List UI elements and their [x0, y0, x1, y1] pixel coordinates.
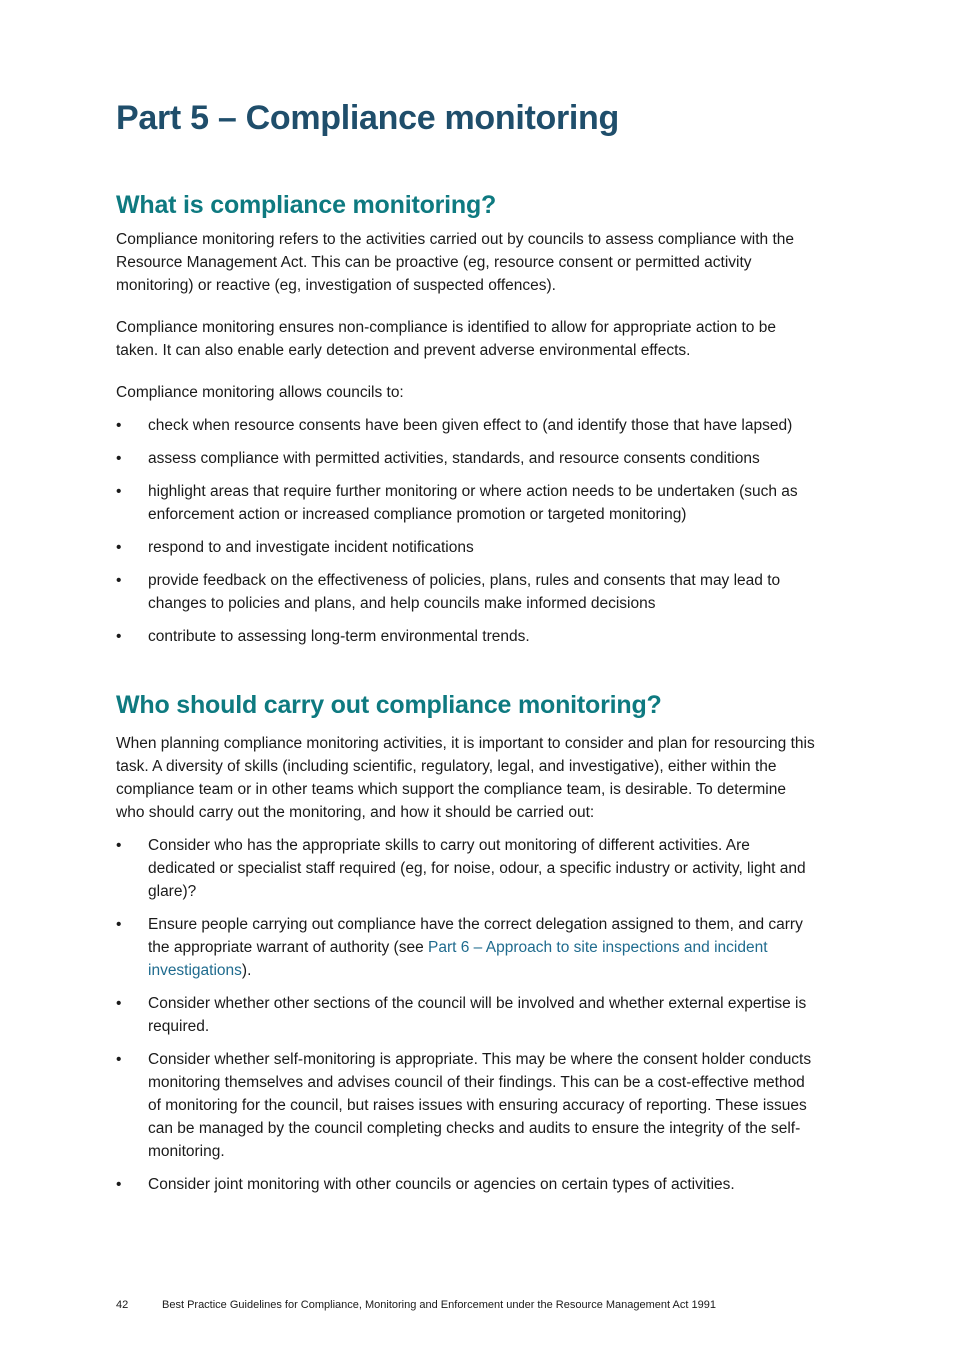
page-number: 42 — [116, 1299, 129, 1311]
bullet-icon: • — [116, 417, 122, 434]
section-heading-what-is: What is compliance monitoring? — [116, 191, 497, 219]
paragraph: Compliance monitoring refers to the activities carried out by councils to assess compliance with the Resource Management Act. This can be proactive (eg, resource consent or permitted activity monitoring) or reactive (eg, investigation of suspected offences). — [116, 231, 795, 294]
part6-link[interactable]: Part 6 – Approach to site inspections and incident investigations — [148, 939, 768, 979]
list-item: • provide feedback on the effectiveness of policies, plans, rules and consents that may lead to changes to policies and plans, and help councils make informed decisions — [116, 569, 816, 615]
bullet-icon: • — [116, 1051, 122, 1068]
page-title: Part 5 – Compliance monitoring — [116, 99, 619, 137]
paragraph: Compliance monitoring ensures non-compliance is identified to allow for appropriate action to be taken. It can also enable early detection and prevent adverse environmental effects. — [116, 319, 776, 359]
list-item: • respond to and investigate incident notifications — [116, 536, 816, 559]
list-item: • check when resource consents have been given effect to (and identify those that have lapsed) — [116, 414, 816, 437]
list-item: • assess compliance with permitted activities, standards, and resource consents conditions — [116, 447, 816, 470]
bullet-icon: • — [116, 450, 122, 467]
paragraph: Compliance monitoring allows councils to: — [116, 384, 404, 401]
page-content — [116, 96, 816, 1206]
bullet-icon: • — [116, 916, 122, 933]
bullet-icon: • — [116, 483, 122, 500]
bullet-icon: • — [116, 1176, 122, 1193]
list-item: • Consider joint monitoring with other councils or agencies on certain types of activities. — [116, 1173, 816, 1196]
list-item: • Consider who has the appropriate skills to carry out monitoring of different activities. Are dedicated or specialist staff required (eg, for noise, odour, a specific industry or activity, light and glare)? — [116, 834, 816, 903]
bullet-list — [116, 414, 816, 648]
bullet-icon: • — [116, 628, 122, 645]
bullet-list — [116, 834, 816, 1196]
bullet-icon: • — [116, 837, 122, 854]
page-footer — [116, 1298, 876, 1312]
list-item: • Consider whether other sections of the council will be involved and whether external expertise is required. — [116, 992, 816, 1038]
paragraph: When planning compliance monitoring activities, it is important to consider and plan for resourcing this task. A diversity of skills (including scientific, regulatory, legal, and investigative), either within the compliance team or in other teams which support the compliance team, is desirable. To determine who should carry out the monitoring, and how it should be carried out: — [116, 735, 815, 821]
section-heading-who-should: Who should carry out compliance monitoring? — [116, 691, 662, 719]
list-item: • Ensure people carrying out compliance have the correct delegation assigned to them, and carry the appropriate warrant of authority (see Part 6 – Approach to site inspections and incident investigations). — [116, 913, 816, 982]
bullet-icon: • — [116, 539, 122, 556]
footer-text: Best Practice Guidelines for Compliance, Monitoring and Enforcement under the Resource Management Act 1991 — [162, 1299, 716, 1311]
bullet-icon: • — [116, 995, 122, 1012]
list-item: • contribute to assessing long-term environmental trends. — [116, 625, 816, 648]
list-item: • Consider whether self-monitoring is appropriate. This may be where the consent holder conducts monitoring themselves and advises council of their findings. This can be a cost-effective method of monitoring for the council, but raises issues with ensuring accuracy of reporting. These issues can be managed by the council completing checks and audits to ensure the integrity of the self-monitoring. — [116, 1048, 816, 1163]
bullet-icon: • — [116, 572, 122, 589]
list-item: • highlight areas that require further monitoring or where action needs to be undertaken (such as enforcement action or increased compliance promotion or targeted monitoring) — [116, 480, 816, 526]
